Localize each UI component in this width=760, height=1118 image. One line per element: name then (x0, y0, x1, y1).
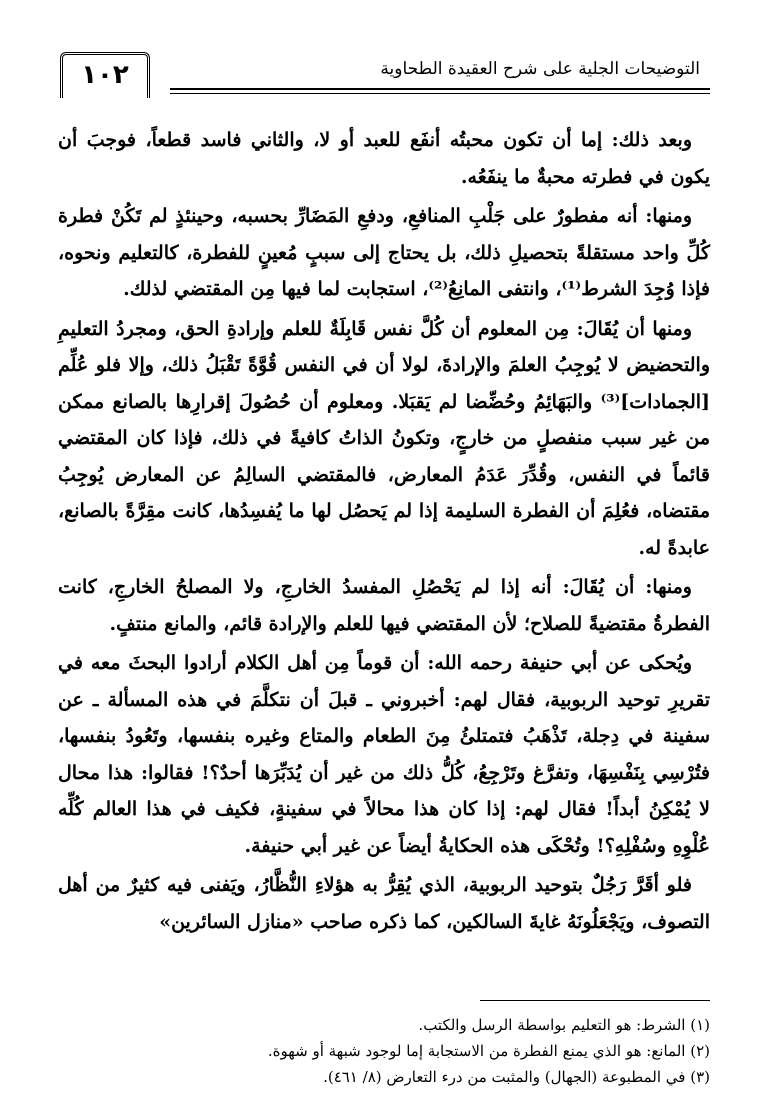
paragraph: وبعد ذلك: إما أن تكون محبتُه أنفَع للعبد أو لا، والثاني فاسد قطعاً، فوجبَ أن يكون في فطرته محبةٌ ما ينفَعُه. (58, 129, 710, 188)
footnote: (٣) في المطبوعة (الجهال) والمثبت من درء التعارض (٨/ ٤٦١). (323, 1068, 710, 1086)
paragraph: ومنها: أنه مفطورٌ على جَلْبِ المنافعِ، ودفعِ المَضَارِّ بحسبه، وحينئذٍ لم تَكُنْ فطرة كُلِّ واحد مستقلةً بتحصيلِ ذلك، بل يحتاج إلى سببٍ مُعينٍ للفطرة، كالتعليم ونحوه، فإذا وُجِدَ الشرط⁽¹⁾، وانتفى المانِعُ⁽²⁾، استجابت لما فيها مِن المقتضي لذلك. (58, 205, 710, 300)
running-title: التوضيحات الجلية على شرح العقيدة الطحاوية (380, 59, 700, 79)
main-text (58, 122, 710, 940)
header-rule-thin (170, 93, 710, 94)
footnote: (٢) المانع: هو الذي يمنع الفطرة من الاستجابة إما لوجود شبهة أو شهوة. (267, 1042, 710, 1060)
footnote-separator (480, 1000, 710, 1001)
page-header (58, 50, 710, 106)
paragraph: ومنها أن يُقَالَ: مِن المعلوم أن كُلَّ نفس قَابِلَةٌ للعلم وإرادةِ الحق، ومجردُ التعليمِ والتحضيض لا يُوجِبُ العلمَ والإرادةَ، لولا أن في النفس قُوَّةً تَقْبَلُ ذلك، وإلا فلو عُلِّم [الجمادات]⁽³⁾ والبَهَائِمُ وحُضِّضا لم يَقبَلا. ومعلوم أن حُصُولَ إقرارِها بالصانع ممكن من غير سبب منفصلٍ من خارجٍ، وتكونُ الذاتُ كافيةً في ذلك، فإذا كان المقتضي قائماً في النفس، وقُدِّرَ عَدَمُ المعارض، فالمقتضي السالِمُ عن المعارض يُوجِبُ مقتضاه، فعُلِمَ أن الفطرة السليمة إذا لم يَحصُل لها ما يُفسِدُها، كانت مقِرَّةً بالصانع، عابدةً له. (58, 317, 710, 559)
paragraph: ويُحكى عن أبي حنيفة رحمه الله: أن قوماً مِن أهل الكلام أرادوا البحثَ معه في تقريرِ توحيد الربوبية، فقال لهم: أخبروني ـ قبلَ أن نتكلَّمَ في هذه المسألة ـ عن سفينة في دِجلة، تَذْهَبُ فتمتلئُ مِنَ الطعام والمتاع وغيره بنفسها، وتَعُودُ بنفسها، فتُرْسِي بِنَفْسِهَا، وتفرَّغ وتَرْجِعُ، كُلُّ ذلك من غير أن يُدَبِّرَها أحدٌ؟! فقالوا: هذا محال لا يُمْكِنُ أبداً! فقال لهم: إذا كان هذا محالاً في سفينةٍ، فكيف في هذا العالم كُلِّه عُلْوِهِ وسُفْلِهِ؟! وتُحْكَى هذه الحكايةُ أيضاً عن غير أبي حنيفة. (58, 652, 710, 857)
header-rule (170, 88, 710, 90)
paragraph: ومنها: أن يُقَالَ: أنه إذا لم يَحْصُلِ المفسدُ الخارجِ، ولا المصلحُ الخارجِ، كانت الفطرةُ مقتضيةً للصلاح؛ لأن المقتضي فيها للعلم والإرادة قائم، والمانع منتفٍ. (58, 576, 710, 635)
page-number: ١٠٢ (81, 60, 129, 90)
footnote: (١) الشرط: هو التعليم بواسطة الرسل والكتب. (418, 1016, 710, 1034)
page-number-frame (60, 52, 150, 98)
footnotes (58, 1012, 710, 1090)
book-page (58, 50, 710, 1090)
paragraph: فلو أقَرَّ رَجُلٌ بتوحيد الربوبية، الذي يُقِرُّ به هؤلاءِ النُّظَّارُ، ويَفنى فيه كثيرٌ من أهل التصوف، ويَجْعَلُونَهُ غايةَ السالكين، كما ذكره صاحب «منازل السائرين» (58, 874, 710, 933)
